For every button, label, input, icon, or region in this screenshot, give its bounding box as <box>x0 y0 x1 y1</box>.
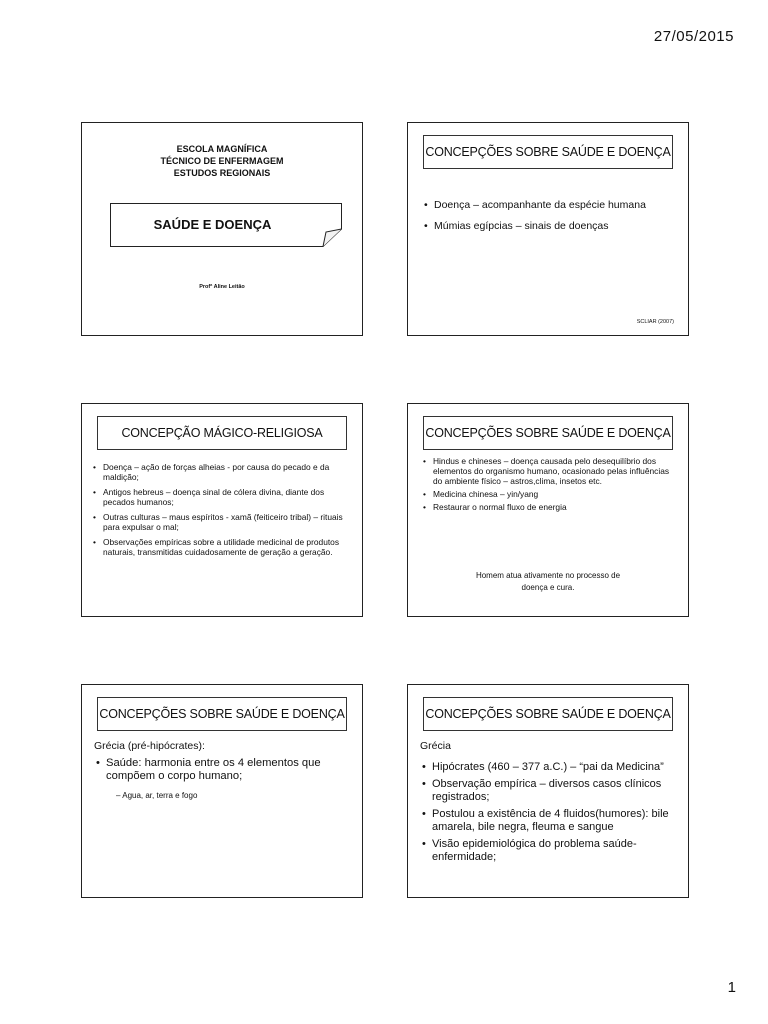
slide-title: CONCEPÇÃO MÁGICO-RELIGIOSA <box>97 416 347 450</box>
bullet-list <box>424 199 678 241</box>
slide-intro: Grécia (pré-hipócrates): <box>94 740 205 752</box>
page-number: 1 <box>727 979 736 996</box>
school-name: ESCOLA MAGNÍFICA <box>176 144 268 154</box>
list-item-text: Saúde: harmonia entre os 4 elementos que compõem o corpo humano; <box>106 757 321 782</box>
print-date: 27/05/2015 <box>653 28 734 45</box>
list-item <box>96 757 352 802</box>
slide-title: CONCEPÇÕES SOBRE SAÚDE E DOENÇA <box>423 697 673 731</box>
list-item: • Restaurar o normal fluxo de energia <box>423 502 680 512</box>
list-item: • Hindus e chineses – doença causada pelo desequilíbrio dos elementos do organismo humano, ocasionado pelas influências do ambiente físico – astros,clima, insetos etc. <box>423 456 680 486</box>
sub-item: – Agua, ar, terra e fogo <box>116 791 198 800</box>
slide-4 <box>407 403 689 617</box>
list-item: • Observações empíricas sobre a utilidade medicinal de produtos naturais, transmitidas cuidadosamente de geração a geração. <box>93 537 354 557</box>
list-item: • Antigos hebreus – doença sinal de cólera divina, diante dos pecados humanos; <box>93 487 354 507</box>
school-header <box>82 143 362 179</box>
slide-2 <box>407 122 689 336</box>
course-name: TÉCNICO DE ENFERMAGEM <box>160 156 284 166</box>
list-item: • Hipócrates (460 – 377 a.C.) – “pai da Medicina” <box>422 761 682 774</box>
source-citation: SCLIAR (2007) <box>636 319 674 325</box>
title-banner <box>110 203 342 247</box>
slide-6 <box>407 684 689 898</box>
slide-1 <box>81 122 363 336</box>
slide-title: CONCEPÇÕES SOBRE SAÚDE E DOENÇA <box>97 697 347 731</box>
list-item: • Visão epidemiológica do problema saúde-enfermidade; <box>422 838 682 864</box>
list-item: • Múmias egípcias – sinais de doenças <box>424 220 678 232</box>
note-line: Homem atua ativamente no processo de <box>475 571 621 580</box>
list-item: • Medicina chinesa – yin/yang <box>423 489 680 499</box>
slide-3 <box>81 403 363 617</box>
bullet-list <box>423 456 680 515</box>
presentation-title: SAÚDE E DOENÇA <box>153 217 272 232</box>
list-item: • Postulou a existência de 4 fluidos(humores): bile amarela, bile negra, fleuma e sangue <box>422 808 682 834</box>
bullet-list <box>96 757 352 802</box>
slide-5 <box>81 684 363 898</box>
list-item: • Doença – acompanhante da espécie humana <box>424 199 678 211</box>
list-item: • Observação empírica – diversos casos clínicos registrados; <box>422 778 682 804</box>
note-line: doença e cura. <box>521 583 575 592</box>
slide-title: CONCEPÇÕES SOBRE SAÚDE E DOENÇA <box>423 416 673 450</box>
teacher-name: Profª Aline Leitão <box>199 284 245 290</box>
list-item: • Outras culturas – maus espíritos - xamã (feiticeiro tribal) – rituais para expulsar o mal; <box>93 512 354 532</box>
bullet-list <box>422 761 682 868</box>
slide-intro: Grécia <box>420 740 451 752</box>
slide-note <box>408 570 688 594</box>
subject-name: ESTUDOS REGIONAIS <box>173 168 271 178</box>
slide-title: CONCEPÇÕES SOBRE SAÚDE E DOENÇA <box>423 135 673 169</box>
bullet-list <box>93 462 354 562</box>
list-item: • Doença – ação de forças alheias - por causa do pecado e da maldição; <box>93 462 354 482</box>
